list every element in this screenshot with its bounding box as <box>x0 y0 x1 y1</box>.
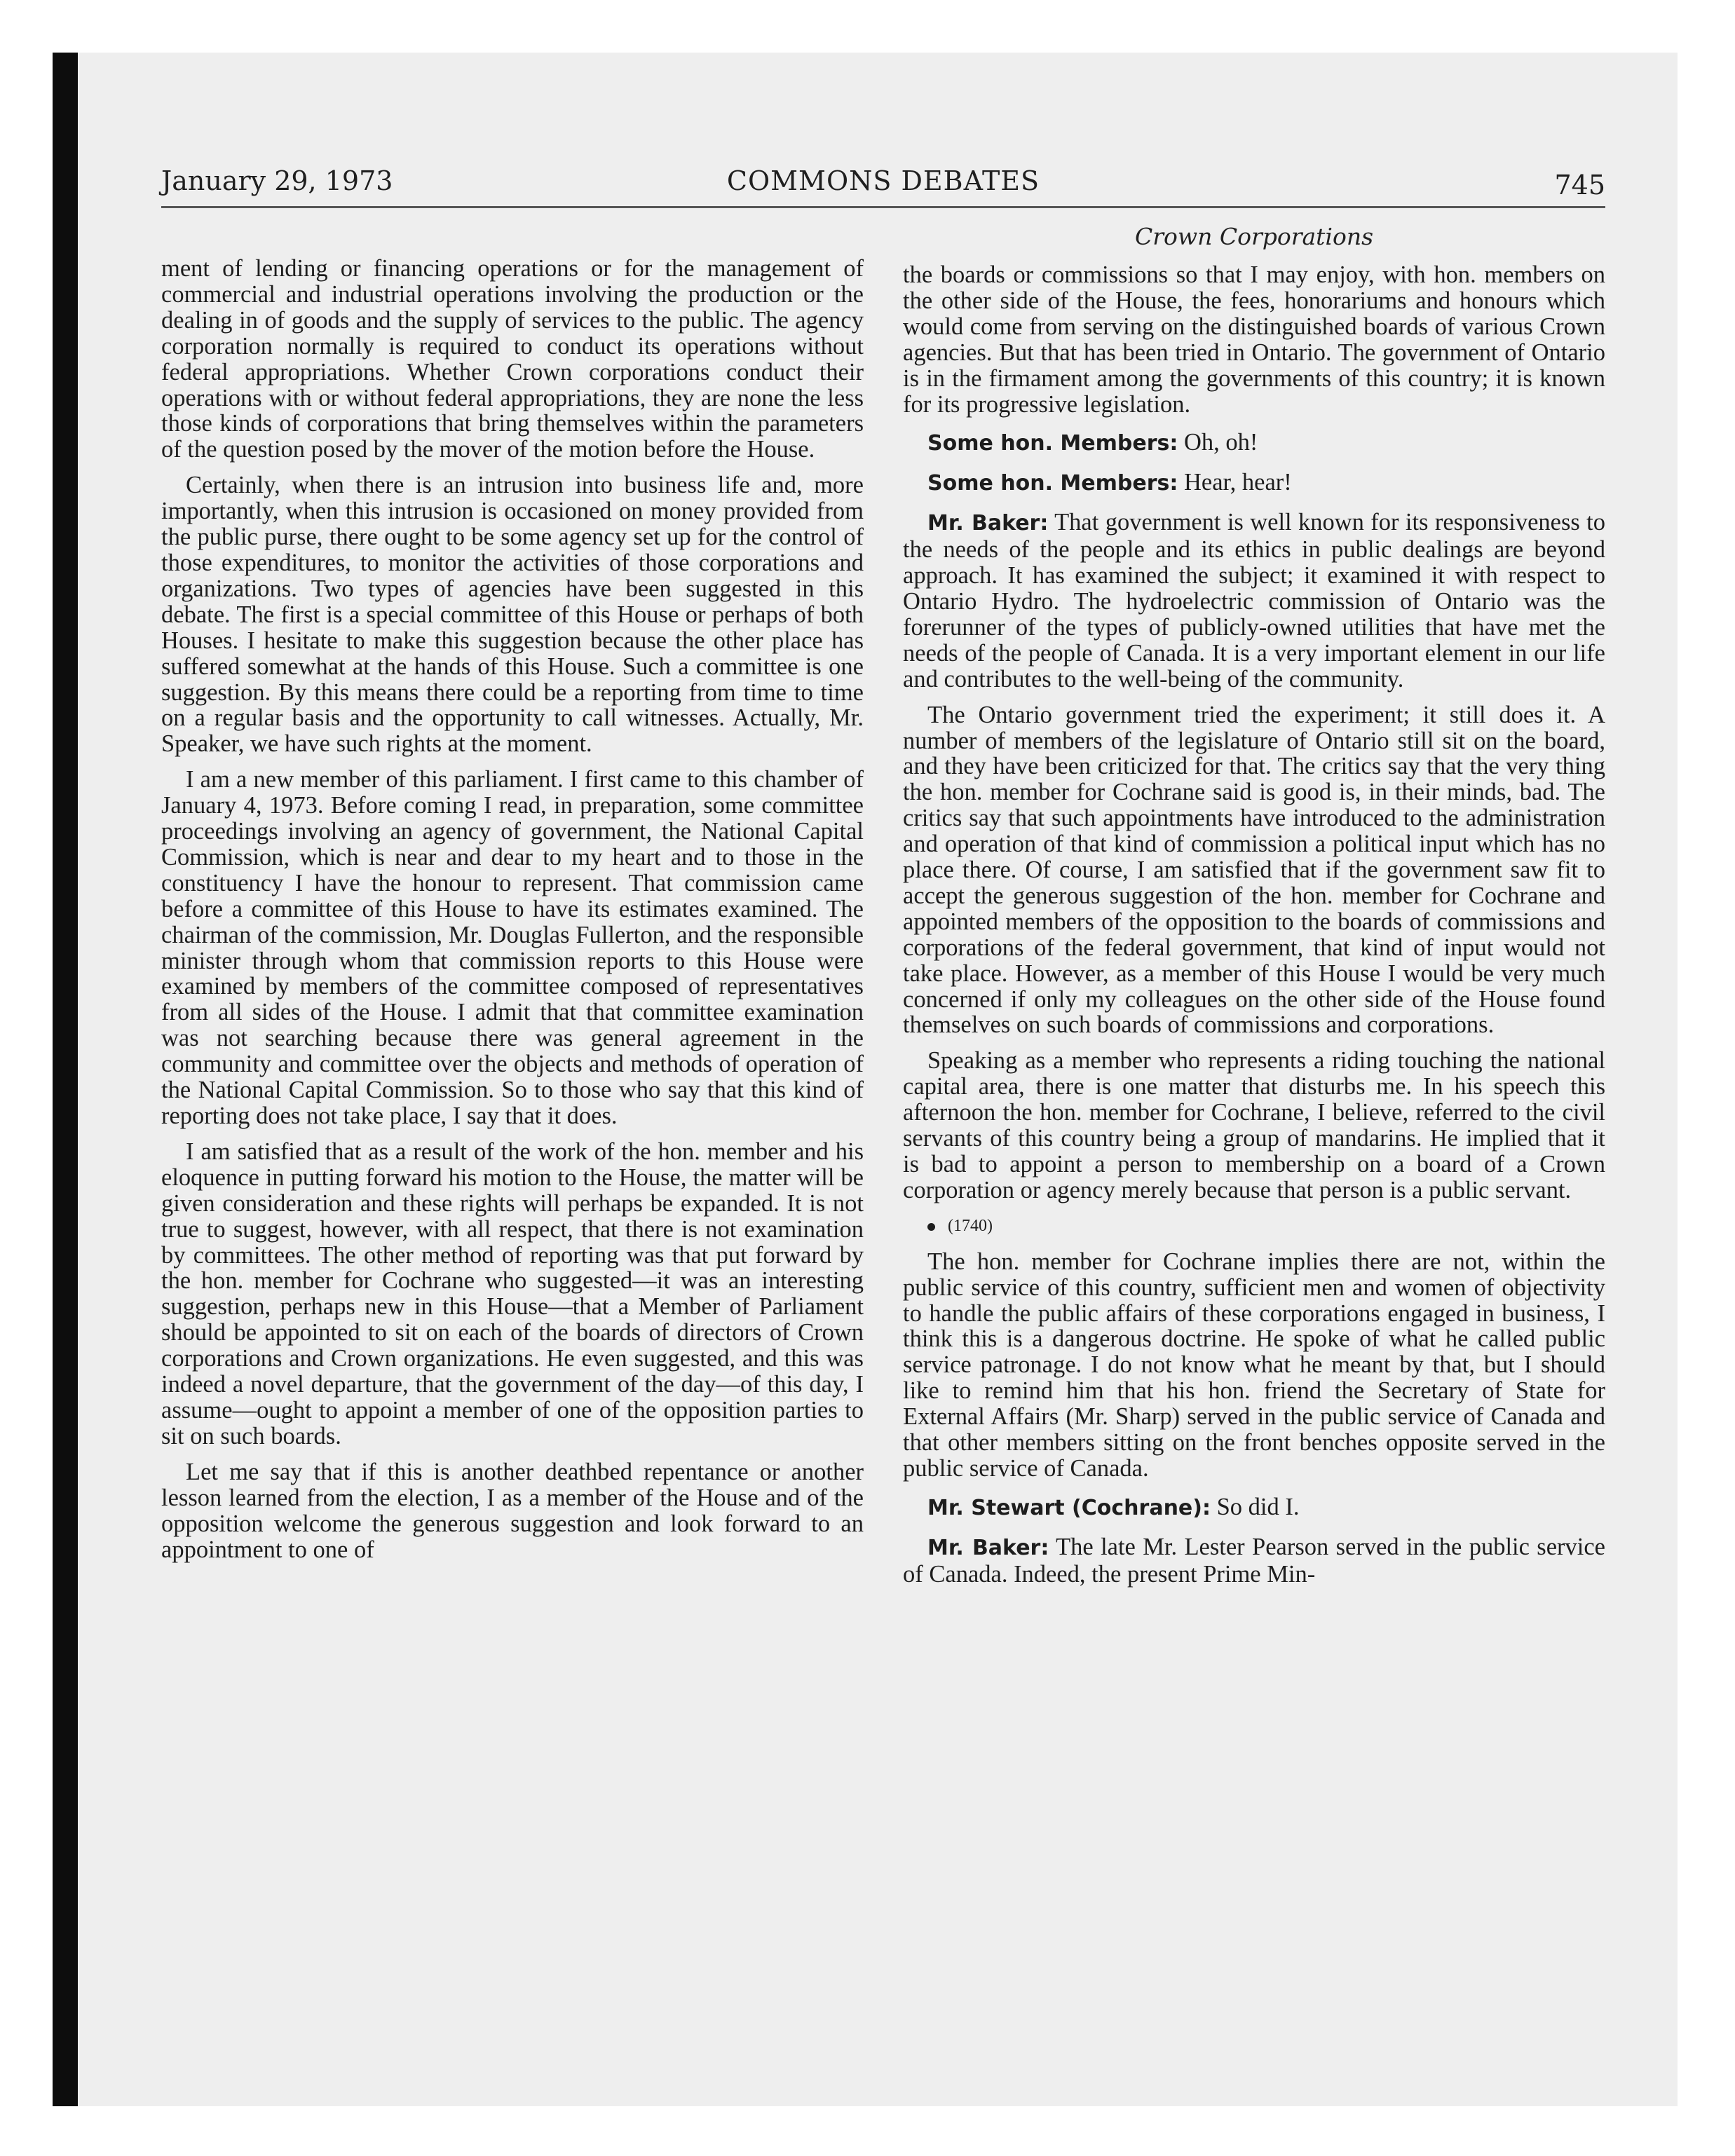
paragraph: the boards or commissions so that I may enjoy, with hon. members on the other side of the House, the fees, honorariums and honours which would come from serving on the distinguished boards of various Crown agencies. But that has been tried in Ontario. The government of Ontario is in the firmament among the governments of this country; it is known for its progressive legislation. <box>903 261 1605 418</box>
speaker-name: Mr. Baker: <box>927 1535 1049 1560</box>
paragraph: Certainly, when there is an intrusion into business life and, more importantly, when this intrusion is occasioned on money provided from the public purse, there ought to be some agency set up for the control of those expenditures, to monitor the activities of those corporations and organizations. Two types of agencies have been suggested in this debate. The first is a special committee of this House or perhaps of both Houses. I hesitate to make this suggestion because the other place has suffered somewhat at the hands of this House. Such a committee is one suggestion. By this means there could be a reporting from time to time on a regular basis and the opportunity to call witnesses. Actually, Mr. Speaker, we have such rights at the moment. <box>161 472 864 758</box>
time-marker-label: (1740) <box>948 1216 993 1235</box>
speech-text: So did I. <box>1210 1493 1300 1520</box>
paragraph: Let me say that if this is another deathbed repentance or another lesson learned from the election, I as a member of the House and of the opposition welcome the generous suggestion and look forward to an appointment to one of <box>161 1458 864 1563</box>
paragraph: The Ontario government tried the experiment; it still does it. A number of members of the legislature of Ontario still sit on the board, and they have been criticized for that. The critics say that the very thing the hon. member for Cochrane said is good is, in their minds, bad. The critics say that such appointments have introduced to the administration and operation of that kind of commission a political input which has no place there. Of course, I am satisfied that if the government saw fit to accept the generous suggestion of the hon. member for Cochrane and appointed members of the opposition to the boards of commissions and corporations of the federal government, that kind of input would not take place. However, as a member of this House I would be very much concerned if only my colleagues on the other side of the House found themselves on such boards of commissions and corporations. <box>903 701 1605 1039</box>
page-header <box>161 163 1605 208</box>
paragraph: The hon. member for Cochrane implies there are not, within the public service of this country, sufficient men and women of objectivity to handle the public affairs of these corporations engaged in business, I think this is a dangerous doctrine. He spoke of what he called public service patronage. I do not know what he meant by that, but I should like to remind him that his hon. friend the Secretary of State for External Affairs (Mr. Sharp) served in the public service of Canada and that other members sitting on the front benches opposite served in the public service of Canada. <box>903 1248 1605 1482</box>
speaker-name: Mr. Stewart (Cochrane): <box>927 1495 1211 1520</box>
paragraph: Speaking as a member who represents a riding touching the national capital area, there is one matter that disturbs me. In his speech this afternoon the hon. member for Cochrane, I believe, referred to the civil servants of this country being a group of mandarins. He implied that it is bad to appoint a person to membership on a board of a Crown corporation or agency merely because that person is a public servant. <box>903 1047 1605 1203</box>
section-heading: Crown Corporations <box>1134 223 1374 250</box>
interjection <box>903 1494 1605 1522</box>
speech-text: That government is well known for its responsiveness to the needs of the people and its ethics in public dealings are beyond approach. It has examined the subject; it examined it with respect to Ontario Hydro. The hydroelectric commission of Ontario was the forerunner of the types of publicly-owned utilities that have met the needs of the people of Canada. It is a very important element in our life and contributes to the well-being of the community. <box>903 509 1605 692</box>
paragraph: I am a new member of this parliament. I first came to this chamber of January 4, 1973. Before coming I read, in preparation, some committee proceedings involving an agency of government, the National Capital Commission, which is near and dear to my heart and to those in the constituency I have the honour to represent. That commission came before a committee of this House to have its estimates examined. The chairman of the commission, Mr. Douglas Fullerton, and the responsible minister through whom that commission reports to this House were examined by members of the committee composed of representatives from all sides of the House. I admit that that committee examination was not searching because there was general agreement in the community and committee over the objects and methods of operation of the National Capital Commission. So to those who say that this kind of reporting does not take place, I say that it does. <box>161 766 864 1129</box>
scan-binding-edge <box>53 53 78 2106</box>
speech-text: Hear, hear! <box>1178 469 1292 496</box>
speaker-name: Some hon. Members: <box>927 471 1178 496</box>
header-date: January 29, 1973 <box>161 165 393 196</box>
interjection <box>903 430 1605 457</box>
speech-text: The late Mr. Lester Pearson served in the public service of Canada. Indeed, the present Prime Min- <box>903 1533 1605 1588</box>
page-number: 745 <box>1554 170 1605 200</box>
header-title: COMMONS DEBATES <box>726 165 1040 196</box>
speech-paragraph <box>903 510 1605 692</box>
speech-paragraph <box>903 1534 1605 1588</box>
paragraph: ment of lending or financing operations or for the management of commercial and industrial operations involving the production or the dealing in of goods and the supply of services to the public. The agency corporation normally is required to conduct its operations without federal appropriations. Whether Crown corporations conduct their operations with or without federal appropriations, they are none the less those kinds of corporations that bring themselves within the parameters of the question posed by the mover of the motion before the House. <box>161 255 864 463</box>
left-column <box>161 256 864 1572</box>
time-marker <box>903 1213 1605 1239</box>
speaker-name: Some hon. Members: <box>927 431 1178 456</box>
paragraph: I am satisfied that as a result of the work of the hon. member and his eloquence in putting forward his motion to the House, the matter will be given consideration and these rights will perhaps be expanded. It is not true to suggest, however, with all respect, that there is not examination by committees. The other method of reporting was that put forward by the hon. member for Cochrane who suggested—it was an interesting suggestion, perhaps new in this House—that a Member of Parliament should be appointed to sit on each of the boards of directors of Crown corporations and Crown organizations. He even suggested, and this was indeed a novel departure, that the government of the day—of this day, I assume—ought to appoint a member of one of the opposition parties to sit on such boards. <box>161 1138 864 1449</box>
right-column <box>903 262 1605 1597</box>
interjection <box>903 470 1605 497</box>
bullet-icon <box>927 1223 935 1231</box>
speech-text: Oh, oh! <box>1178 429 1258 456</box>
speaker-name: Mr. Baker: <box>927 511 1049 536</box>
